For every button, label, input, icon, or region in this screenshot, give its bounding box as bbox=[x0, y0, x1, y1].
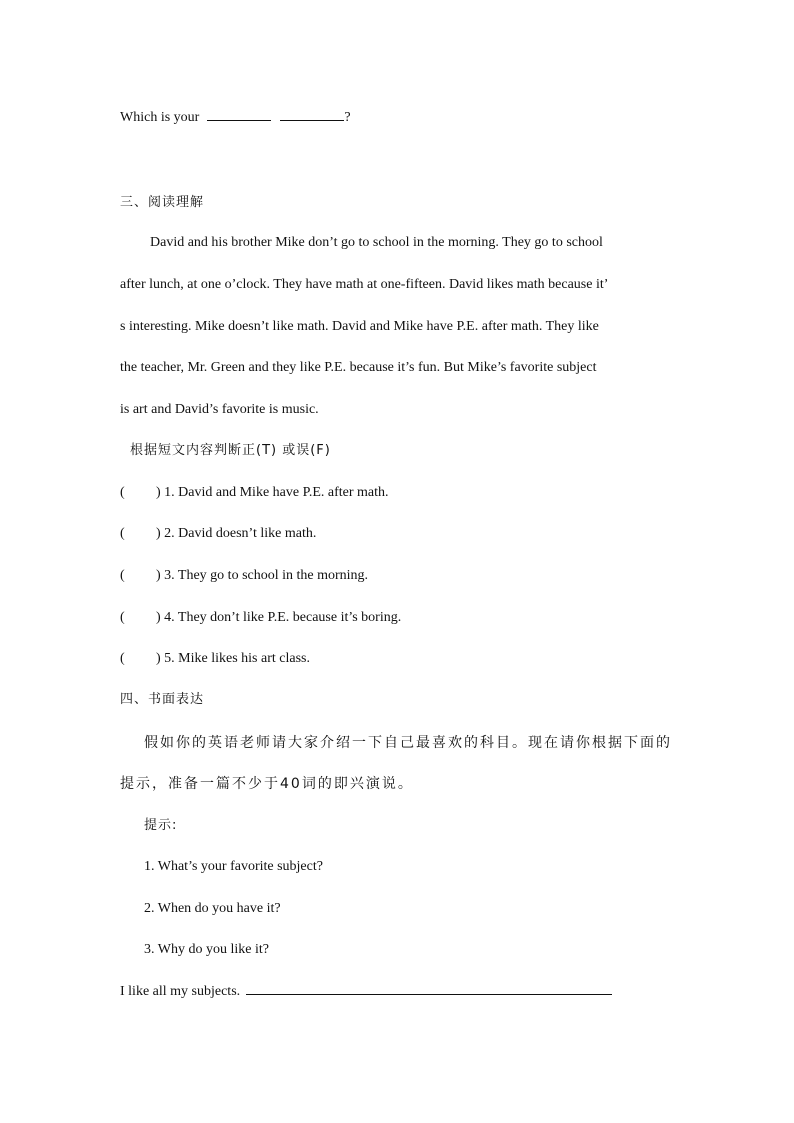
tf-item-text: 2. David doesn’t like math. bbox=[164, 526, 317, 541]
tf-item-4 bbox=[120, 608, 401, 628]
tf-item-1 bbox=[120, 483, 389, 503]
writing-prompt-line: 假如你的英语老师请大家介绍一下自己最喜欢的科目。现在请你根据下面的 bbox=[144, 735, 672, 751]
passage-line: the teacher, Mr. Green and they like P.E. because it’s fun. But Mike’s favorite subject bbox=[120, 360, 597, 375]
passage-line: s interesting. Mike doesn’t like math. David and Mike have P.E. after math. They like bbox=[120, 319, 599, 334]
tf-item-2 bbox=[120, 524, 316, 544]
answer-paren-open[interactable]: ( bbox=[120, 485, 125, 500]
tf-item-text: 5. Mike likes his art class. bbox=[164, 651, 310, 666]
hint-item: 1. What’s your favorite subject? bbox=[144, 859, 323, 874]
answer-blank-1[interactable] bbox=[207, 108, 271, 121]
answer-paren-close: ) bbox=[156, 485, 161, 500]
writing-answer-prefix: I like all my subjects. bbox=[120, 984, 241, 999]
fill-blank-question bbox=[120, 108, 351, 128]
writing-prompt-line: 提示，准备一篇不少于40词的即兴演说。 bbox=[120, 776, 414, 792]
answer-paren-open[interactable]: ( bbox=[120, 526, 125, 541]
answer-paren-open[interactable]: ( bbox=[120, 651, 125, 666]
answer-paren-open[interactable]: ( bbox=[120, 610, 125, 625]
tf-item-3 bbox=[120, 566, 368, 586]
hint-item: 2. When do you have it? bbox=[144, 901, 281, 916]
tf-item-text: 1. David and Mike have P.E. after math. bbox=[164, 485, 389, 500]
writing-answer-blank[interactable] bbox=[246, 982, 612, 995]
reading-section-heading: 三、阅读理解 bbox=[120, 195, 205, 210]
fill-blank-prefix: Which is your bbox=[120, 110, 200, 125]
writing-answer-line bbox=[120, 982, 612, 1002]
passage-line: after lunch, at one o’clock. They have math at one-fifteen. David likes math because it’ bbox=[120, 277, 609, 292]
passage-line: David and his brother Mike don’t go to school in the morning. They go to school bbox=[150, 235, 603, 250]
answer-paren-open[interactable]: ( bbox=[120, 568, 125, 583]
tf-item-text: 4. They don’t like P.E. because it’s boring. bbox=[164, 610, 402, 625]
answer-paren-close: ) bbox=[156, 651, 161, 666]
true-false-instruction: 根据短文内容判断正(T) 或误(F) bbox=[130, 443, 331, 458]
hint-label: 提示: bbox=[144, 818, 178, 833]
answer-blank-2[interactable] bbox=[280, 108, 344, 121]
passage-line: is art and David’s favorite is music. bbox=[120, 402, 319, 417]
hint-item: 3. Why do you like it? bbox=[144, 942, 269, 957]
fill-blank-suffix: ? bbox=[344, 110, 351, 125]
tf-item-text: 3. They go to school in the morning. bbox=[164, 568, 369, 583]
tf-item-5 bbox=[120, 649, 310, 669]
answer-paren-close: ) bbox=[156, 568, 161, 583]
answer-paren-close: ) bbox=[156, 610, 161, 625]
answer-paren-close: ) bbox=[156, 526, 161, 541]
writing-section-heading: 四、书面表达 bbox=[120, 692, 205, 707]
